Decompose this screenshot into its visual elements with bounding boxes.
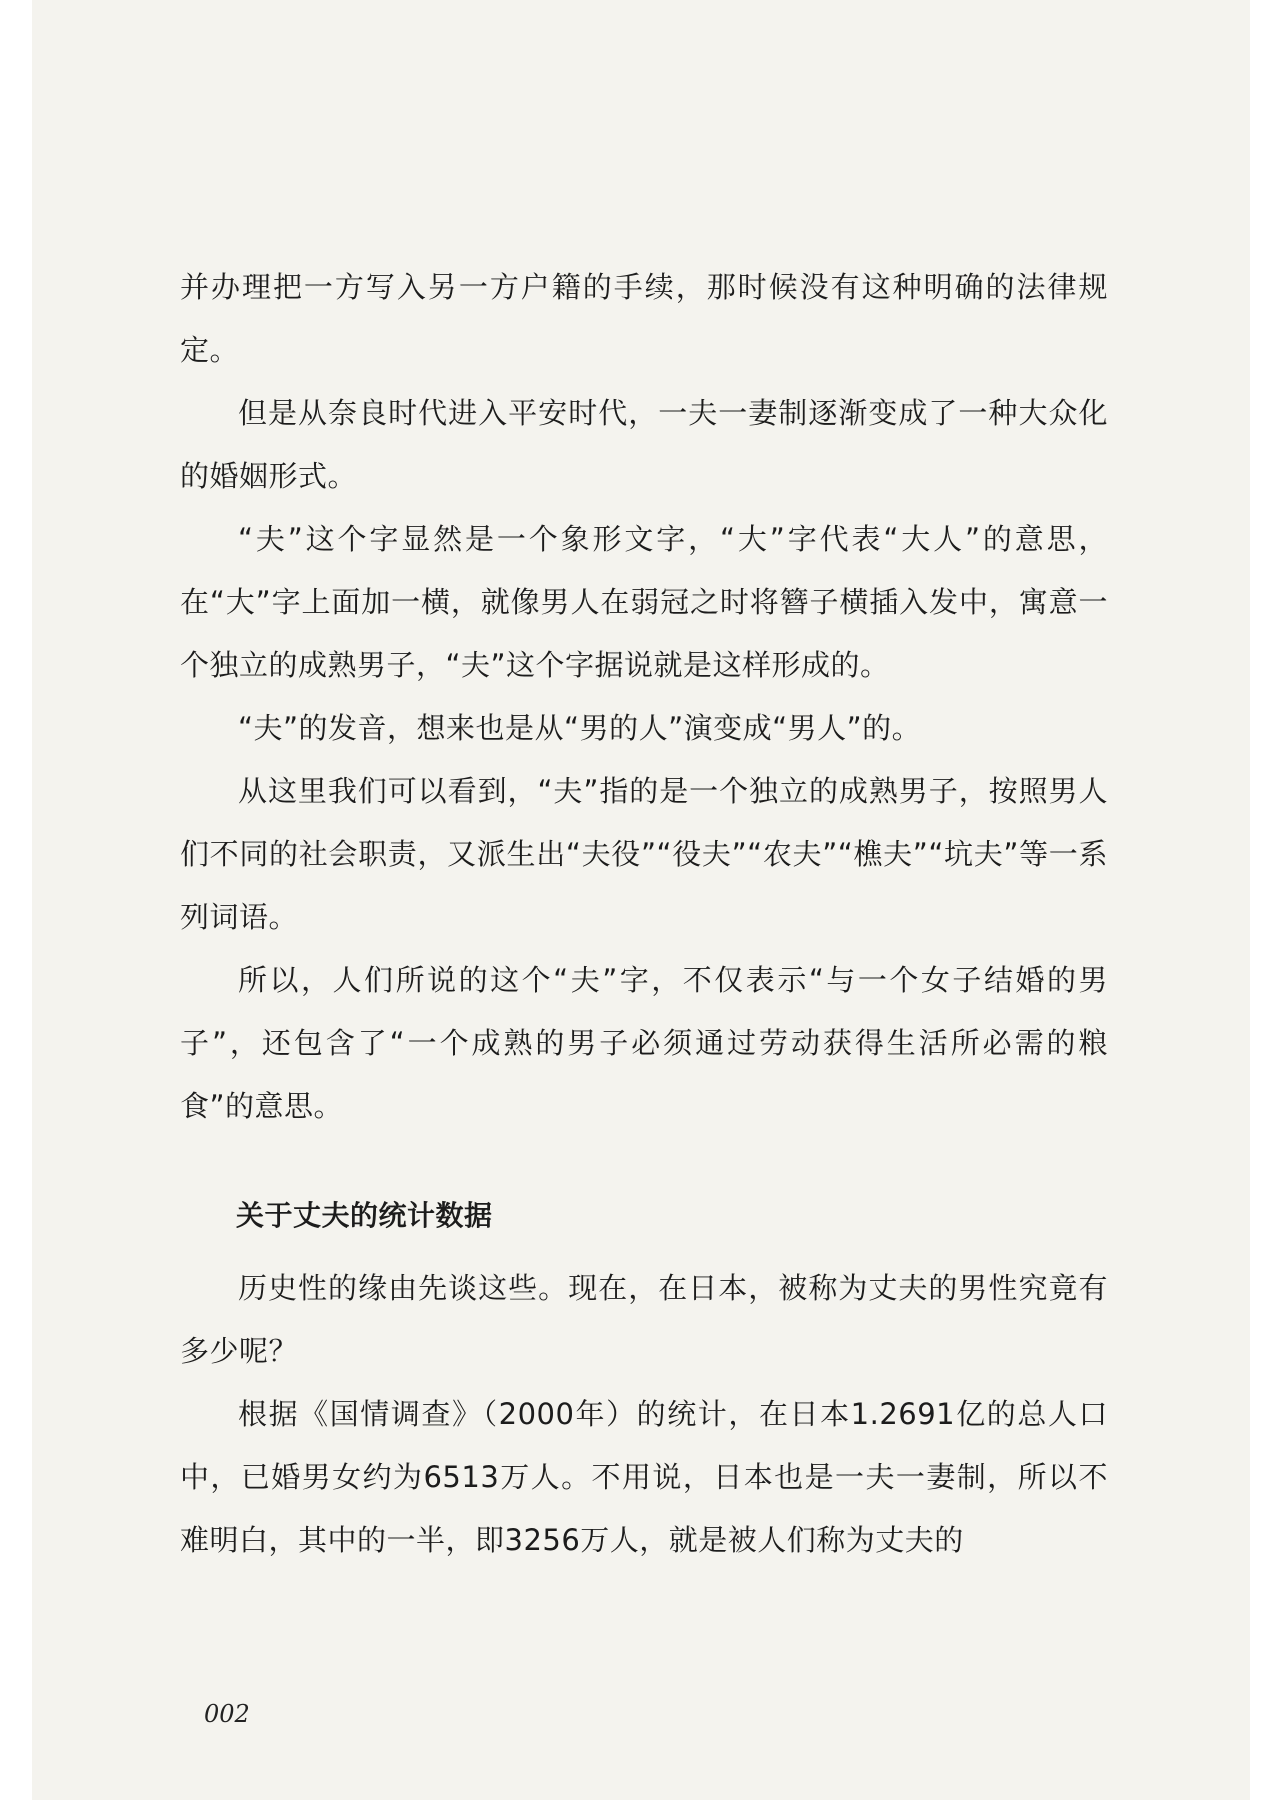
paragraph: 所以，人们所说的这个“夫”字，不仅表示“与一个女子结婚的男子”，还包含了“一个成熟的男子必须通过劳动获得生活所必需的粮食”的意思。 [180, 963, 1108, 1123]
paragraph: 根据《国情调查》（2000年）的统计，在日本1.2691亿的总人口中，已婚男女约为6513万人。不用说，日本也是一夫一妻制，所以不难明白，其中的一半，即3256万人，就是被人们称为丈夫的 [180, 1397, 1108, 1557]
paragraph: 从这里我们可以看到，“夫”指的是一个独立的成熟男子，按照男人们不同的社会职责，又派生出“夫役”“役夫”“农夫”“樵夫”“坑夫”等一系列词语。 [180, 774, 1108, 934]
paragraph: “夫”的发音，想来也是从“男的人”演变成“男人”的。 [238, 711, 922, 745]
paragraph: 但是从奈良时代进入平安时代，一夫一妻制逐渐变成了一种大众化的婚姻形式。 [180, 396, 1108, 493]
paragraph: 并办理把一方写入另一方户籍的手续，那时候没有这种明确的法律规定。 [180, 270, 1108, 367]
page-number: 002 [204, 1700, 250, 1728]
section-heading: 关于丈夫的统计数据 [236, 1199, 493, 1232]
book-page [32, 0, 1250, 1800]
body-text [180, 256, 1108, 1572]
paragraph: “夫”这个字显然是一个象形文字，“大”字代表“大人”的意思，在“大”字上面加一横，就像男人在弱冠之时将簪子横插入发中，寓意一个独立的成熟男子，“夫”这个字据说就是这样形成的。 [180, 522, 1108, 682]
paragraph: 历史性的缘由先谈这些。现在，在日本，被称为丈夫的男性究竟有多少呢？ [180, 1271, 1108, 1368]
